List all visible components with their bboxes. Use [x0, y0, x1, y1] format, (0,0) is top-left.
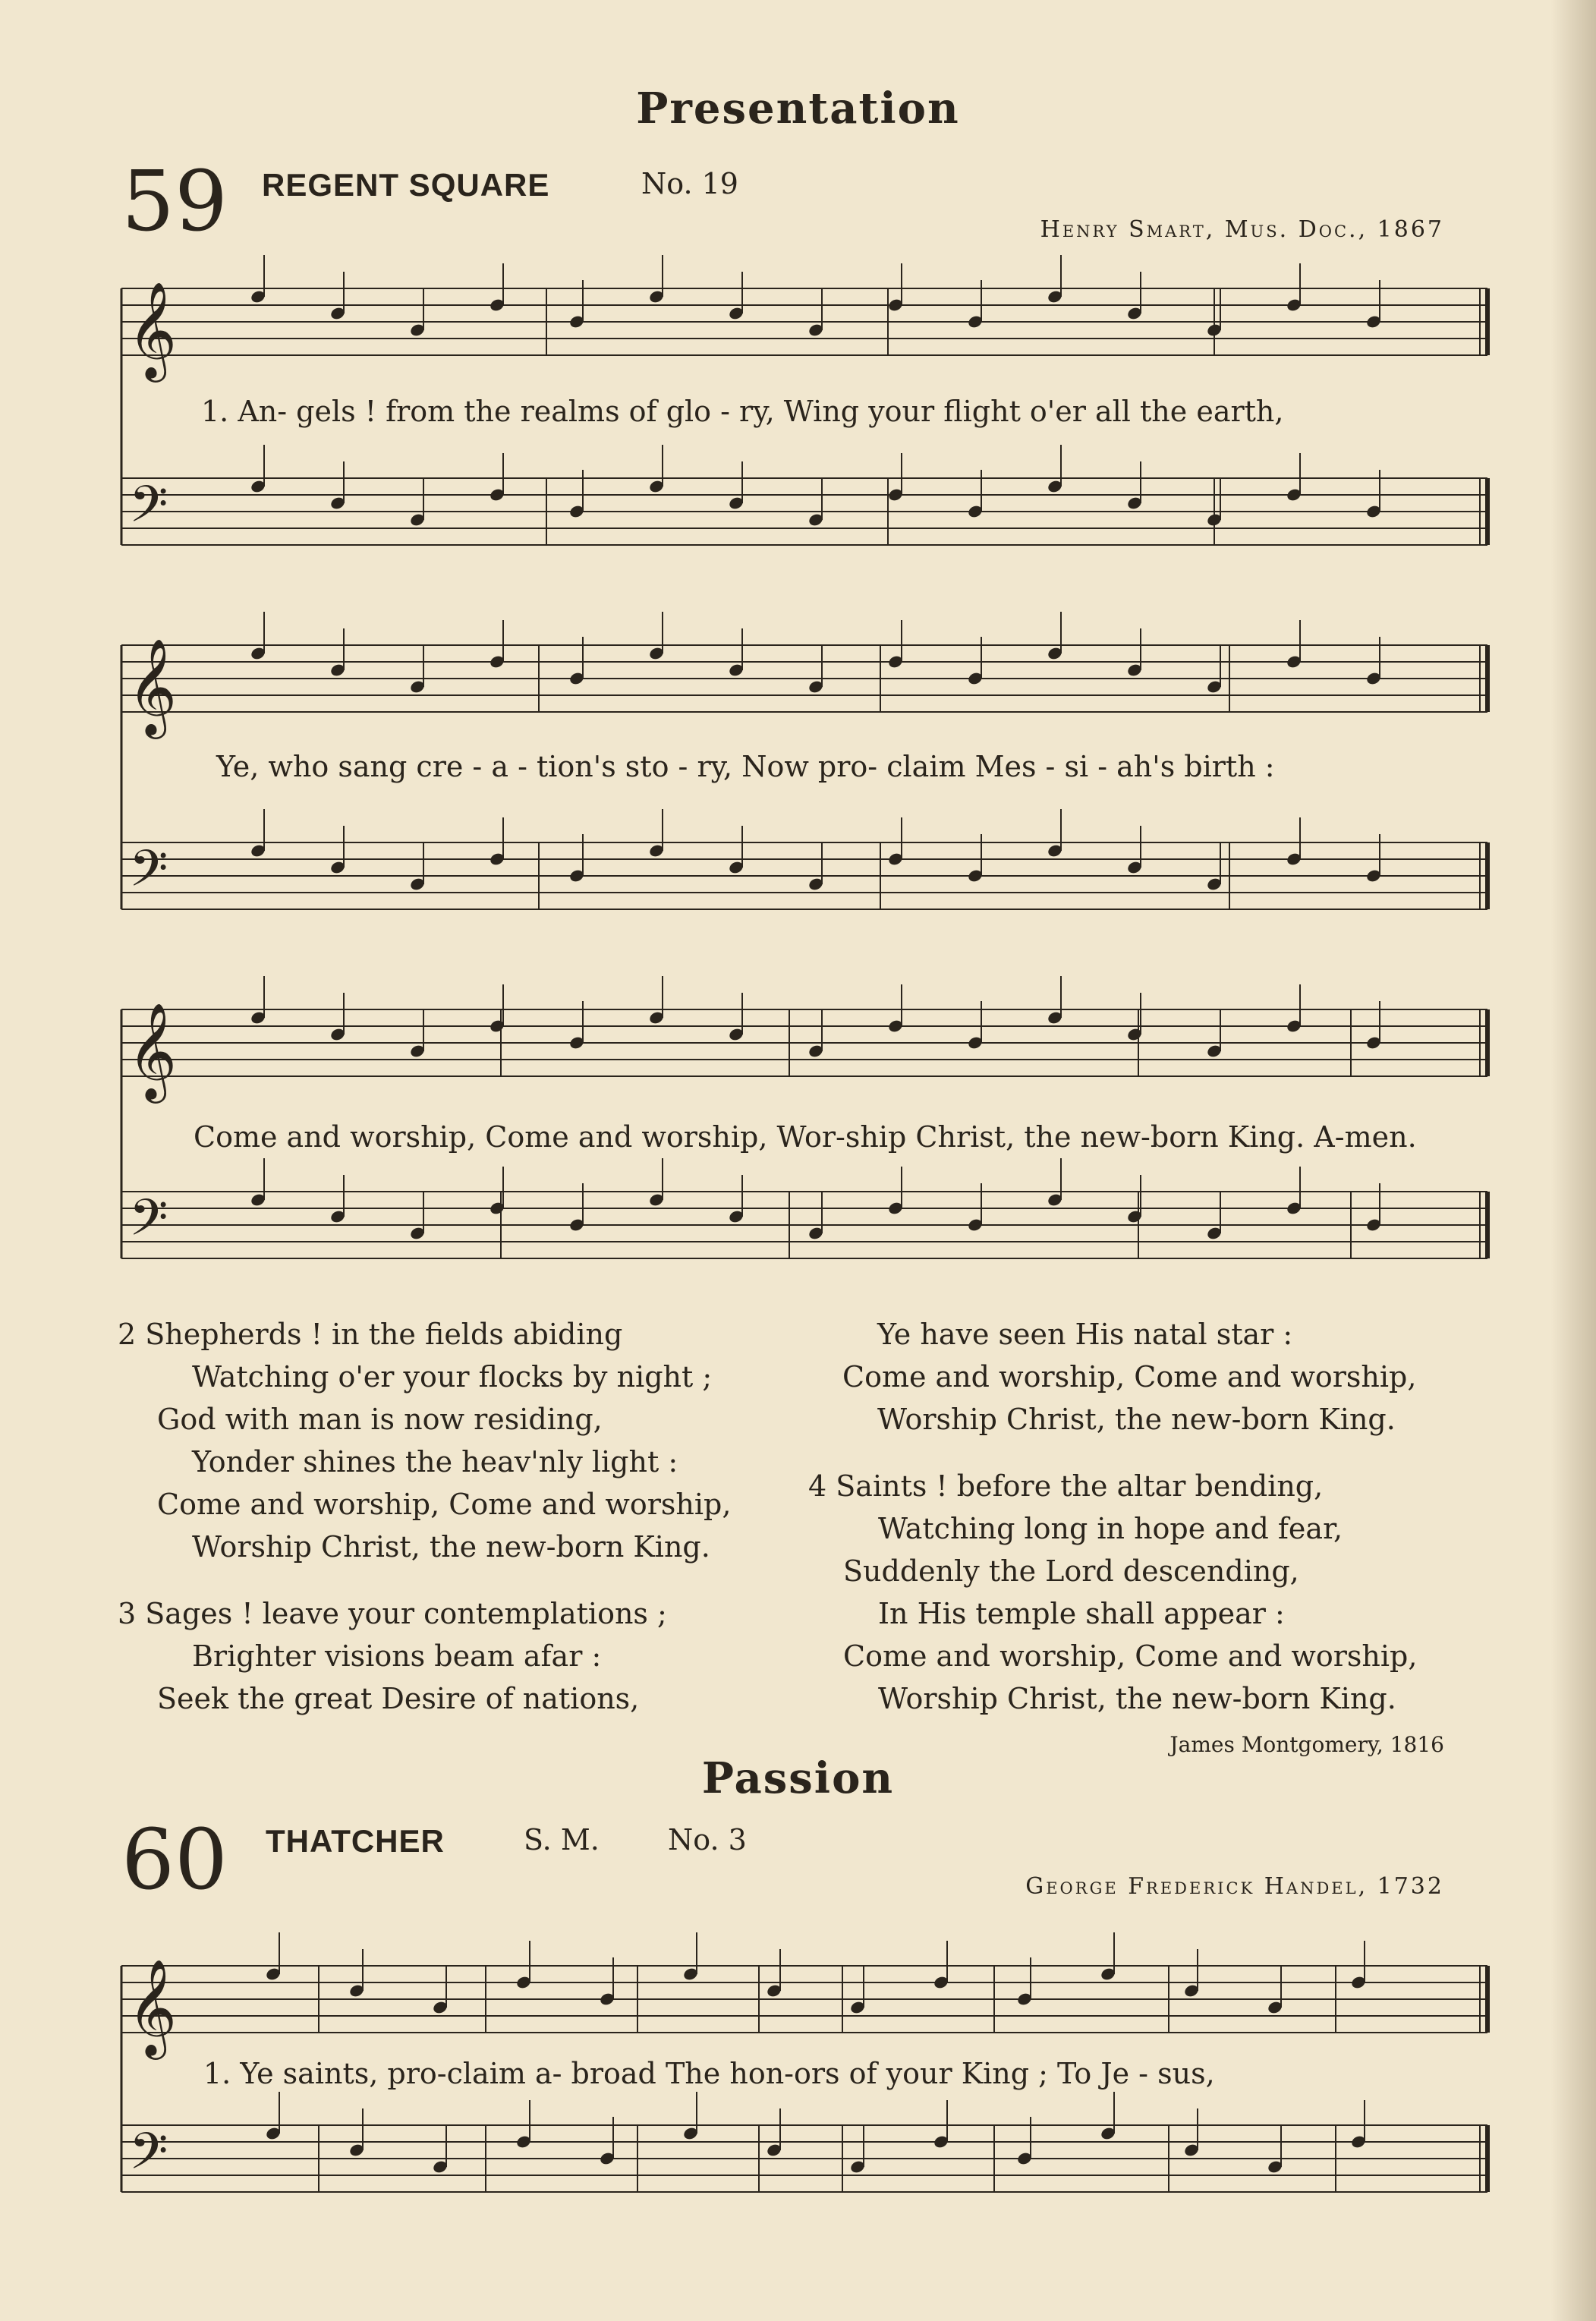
verse-line: Suddenly the Lord descending,: [843, 1554, 1299, 1588]
section-title-passion: Passion: [701, 1753, 895, 1803]
verse-line: Come and worship, Come and worship,: [157, 1488, 732, 1521]
verse-line: 3 Sages ! leave your contemplations ;: [118, 1597, 667, 1630]
verse-line: God with man is now residing,: [157, 1403, 603, 1436]
meter: S. M.: [524, 1823, 600, 1856]
verse-line: 2 Shepherds ! in the fields abiding: [118, 1318, 623, 1351]
lyric-line-3: Come and worship, Come and worship, Wor-ship Christ, the new-born King. A-men.: [194, 1120, 1417, 1154]
verse-line: Come and worship, Come and worship,: [842, 1360, 1417, 1394]
verse-line: Come and worship, Come and worship,: [843, 1639, 1418, 1673]
verse-line: Worship Christ, the new-born King.: [877, 1403, 1396, 1436]
treble-clef-icon: 𝄞: [127, 1002, 178, 1099]
treble-clef-icon: 𝄞: [127, 281, 178, 378]
verse-line: Watching o'er your flocks by night ;: [192, 1360, 713, 1394]
treble-clef-icon: 𝄞: [127, 638, 178, 735]
tune-number: No. 19: [641, 167, 738, 200]
section-title-presentation: Presentation: [636, 83, 960, 134]
verse-line: Seek the great Desire of nations,: [157, 1682, 640, 1715]
verse-3: [118, 1592, 667, 1720]
composer-credit: Henry Smart, Mus. Doc., 1867: [1040, 216, 1444, 243]
bass-clef-icon: 𝄢: [129, 839, 168, 910]
verse-3-continued: [842, 1313, 1416, 1441]
verse-line: Brighter visions beam afar :: [192, 1639, 602, 1673]
tune-number: No. 3: [668, 1823, 747, 1856]
tune-name: REGENT SQUARE: [262, 167, 550, 203]
lyric-line-1: 1. An- gels ! from the realms of glo - ry, Wing your flight o'er all the earth,: [201, 395, 1284, 428]
tune-name: THATCHER: [266, 1823, 445, 1859]
author-credit: James Montgomery, 1816: [1169, 1732, 1444, 1757]
page-edge-shadow: [1550, 0, 1596, 2321]
bass-clef-icon: 𝄢: [129, 2122, 168, 2193]
verse-line: In His temple shall appear :: [878, 1597, 1285, 1630]
hymn-number: 59: [121, 153, 228, 250]
verse-line: Worship Christ, the new-born King.: [192, 1530, 710, 1564]
bass-clef-icon: 𝄢: [129, 475, 168, 546]
verse-line: Watching long in hope and fear,: [878, 1512, 1343, 1545]
composer-credit: George Frederick Handel, 1732: [1025, 1873, 1444, 1900]
hymn-number: 60: [121, 1811, 228, 1908]
lyric-line-2: Ye, who sang cre - a - tion's sto - ry, Now pro- claim Mes - si - ah's birth :: [216, 750, 1275, 783]
verse-2: [118, 1313, 731, 1568]
verse-line: Yonder shines the heav'nly light :: [192, 1445, 678, 1479]
treble-clef-icon: 𝄞: [127, 1958, 178, 2055]
verse-line: 4 Saints ! before the altar bending,: [808, 1469, 1324, 1503]
verse-4: [808, 1465, 1417, 1720]
verse-line: Ye have seen His natal star :: [877, 1318, 1293, 1351]
verse-line: Worship Christ, the new-born King.: [878, 1682, 1396, 1715]
bass-clef-icon: 𝄢: [129, 1189, 168, 1259]
lyric-line-1: 1. Ye saints, pro-claim a- broad The hon-ors of your King ; To Je - sus,: [203, 2057, 1215, 2090]
